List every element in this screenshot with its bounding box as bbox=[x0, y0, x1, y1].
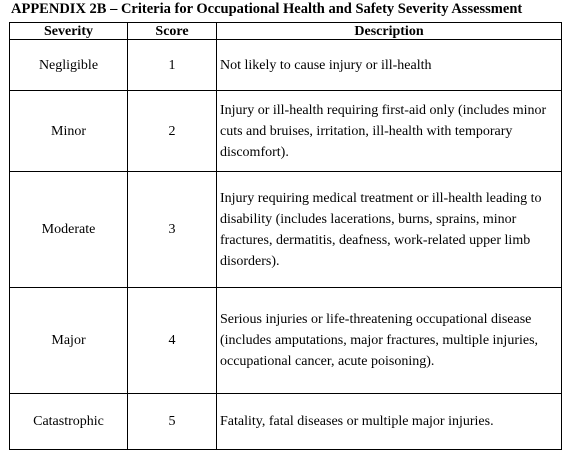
severity-cell: Moderate bbox=[10, 172, 128, 288]
severity-criteria-table bbox=[9, 22, 562, 450]
document-title: APPENDIX 2B – Criteria for Occupational Health and Safety Severity Assessment bbox=[11, 1, 523, 17]
severity-cell: Minor bbox=[10, 91, 128, 172]
table-row bbox=[10, 40, 562, 91]
header-severity: Severity bbox=[10, 23, 128, 40]
severity-cell: Major bbox=[10, 288, 128, 394]
header-score: Score bbox=[128, 23, 217, 40]
table-row bbox=[10, 288, 562, 394]
header-description: Description bbox=[217, 23, 562, 40]
header-row bbox=[10, 23, 562, 40]
table-body bbox=[10, 40, 562, 450]
score-cell: 5 bbox=[128, 394, 217, 450]
table-row bbox=[10, 91, 562, 172]
description-cell: Injury or ill-health requiring first-aid only (includes minor cuts and bruises, irritation, ill-health with temporary discomfort). bbox=[217, 91, 562, 172]
table-header bbox=[10, 23, 562, 40]
description-cell: Fatality, fatal diseases or multiple major injuries. bbox=[217, 394, 562, 450]
table-row bbox=[10, 172, 562, 288]
severity-cell: Negligible bbox=[10, 40, 128, 91]
description-cell: Serious injuries or life-threatening occupational disease (includes amputations, major fractures, multiple injuries, occupational cancer, acute poisoning). bbox=[217, 288, 562, 394]
score-cell: 2 bbox=[128, 91, 217, 172]
score-cell: 1 bbox=[128, 40, 217, 91]
description-cell: Injury requiring medical treatment or ill-health leading to disability (includes lacerations, burns, sprains, minor fractures, dermatitis, deafness, work-related upper limb disorders). bbox=[217, 172, 562, 288]
table-row bbox=[10, 394, 562, 450]
severity-cell: Catastrophic bbox=[10, 394, 128, 450]
score-cell: 4 bbox=[128, 288, 217, 394]
description-cell: Not likely to cause injury or ill-health bbox=[217, 40, 562, 91]
score-cell: 3 bbox=[128, 172, 217, 288]
